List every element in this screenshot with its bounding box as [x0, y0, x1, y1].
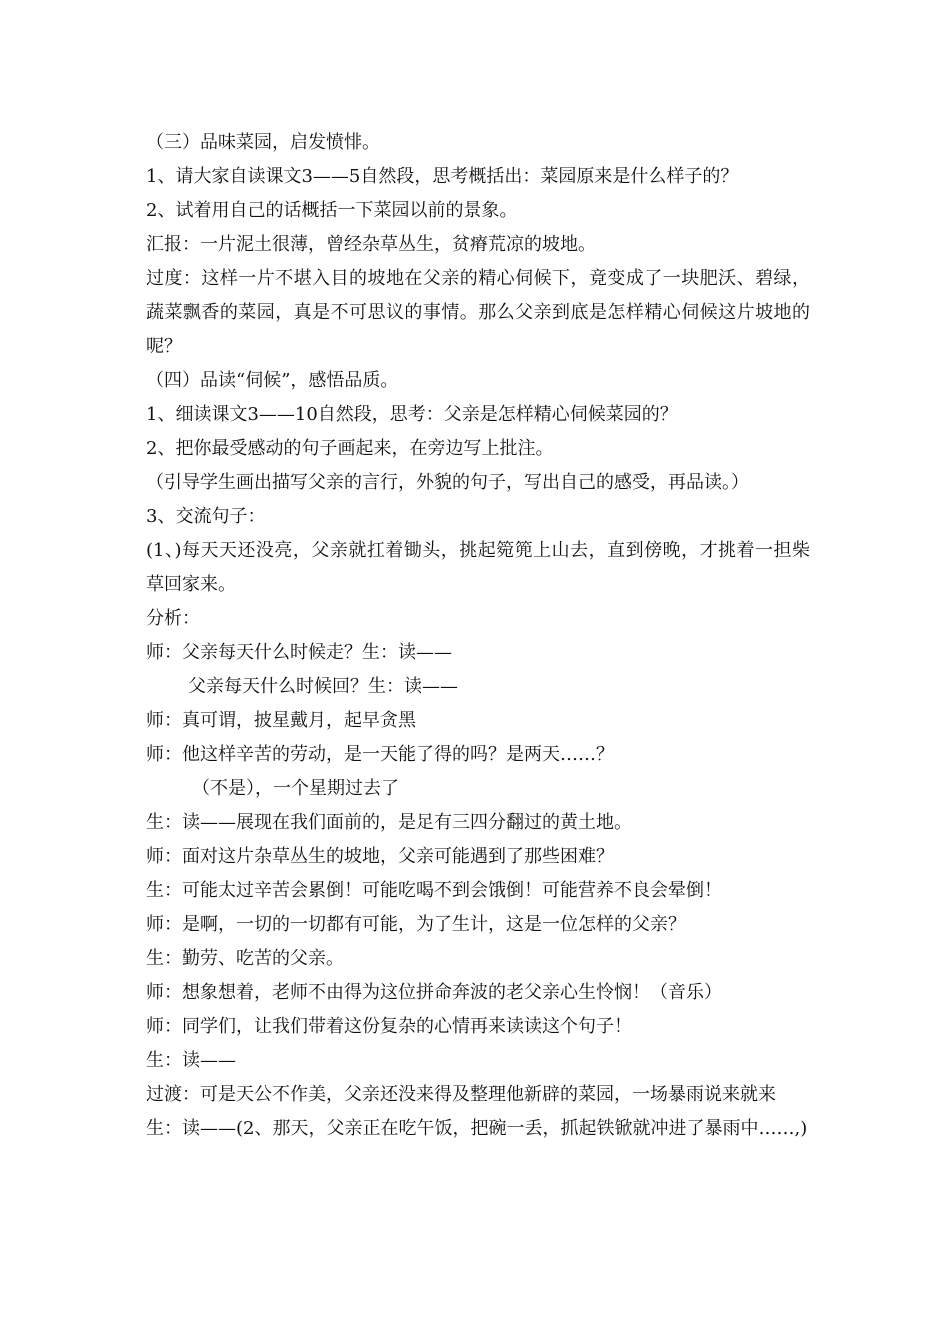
dialogue-line: 师：他这样辛苦的劳动，是一天能了得的吗？是两天……？ [146, 744, 614, 765]
dialogue-line: 师：真可谓，披星戴月，起早贪黑 [146, 710, 416, 731]
dialogue-line: 生：读—— [146, 1050, 236, 1071]
paragraph-transition: 过渡：可是天公不作美，父亲还没来得及整理他新辟的菜园，一场暴雨说来就来 [146, 1084, 776, 1105]
dialogue-line: 师：父亲每天什么时候走？生：读—— [146, 642, 452, 663]
dialogue-line: （不是），一个星期过去了 [192, 778, 399, 799]
paragraph-line: 汇报：一片泥土很薄，曾经杂草丛生，贫瘠荒凉的坡地。 [146, 234, 596, 255]
paragraph-line: 3、交流句子： [146, 506, 266, 527]
paragraph-line: 1、请大家自读课文3——5自然段，思考概括出：菜园原来是什么样子的？ [146, 166, 739, 187]
paragraph-line: （引导学生画出描写父亲的言行，外貌的句子，写出自己的感受，再品读。） [146, 472, 749, 493]
section-heading-4: （四）品读“伺候”，感悟品质。 [146, 370, 399, 391]
paragraph-line: 2、把你最受感动的句子画起来，在旁边写上批注。 [146, 438, 554, 459]
paragraph-line: 分析： [146, 608, 200, 629]
dialogue-line: 生：读——展现在我们面前的，是足有三四分翻过的黄土地。 [146, 812, 632, 833]
dialogue-line: 师：想象想着，老师不由得为这位拼命奔波的老父亲心生怜悯！（音乐） [146, 982, 722, 1003]
paragraph-transition: 过度：这样一片不堪入目的坡地在父亲的精心伺候下，竟变成了一块肥沃、碧绿，蔬菜飘香的菜园，真是不可思议的事情。那么父亲到底是怎样精心伺候这片坡地的呢？ [146, 268, 810, 357]
dialogue-line: 生：可能太过辛苦会累倒！可能吃喝不到会饿倒！可能营养不良会晕倒！ [146, 880, 722, 901]
paragraph-line: 2、试着用自己的话概括一下菜园以前的景象。 [146, 200, 518, 221]
dialogue-line: 师：同学们，让我们带着这份复杂的心情再来读读这个句子！ [146, 1016, 632, 1037]
dialogue-line: 师：是啊，一切的一切都有可能，为了生计，这是一位怎样的父亲？ [146, 914, 686, 935]
document-body [146, 126, 810, 1146]
quoted-sentence-2: 生：读——(2、那天，父亲正在吃午饭，把碗一丢，抓起铁锨就冲进了暴雨中……,) [146, 1118, 808, 1139]
dialogue-line: 师：面对这片杂草丛生的坡地，父亲可能遇到了那些困难？ [146, 846, 614, 867]
quoted-sentence-1: (1、)每天天还没亮，父亲就扛着锄头，挑起箢篼上山去，直到傍晚，才挑着一担柴草回家来。 [146, 540, 810, 595]
section-heading-3: （三）品味菜园，启发愤悱。 [146, 132, 380, 153]
dialogue-line: 生：勤劳、吃苦的父亲。 [146, 948, 344, 969]
dialogue-line: 父亲每天什么时候回？生：读—— [188, 676, 458, 697]
paragraph-line: 1、细读课文3——10自然段，思考：父亲是怎样精心伺候菜园的？ [146, 404, 678, 425]
